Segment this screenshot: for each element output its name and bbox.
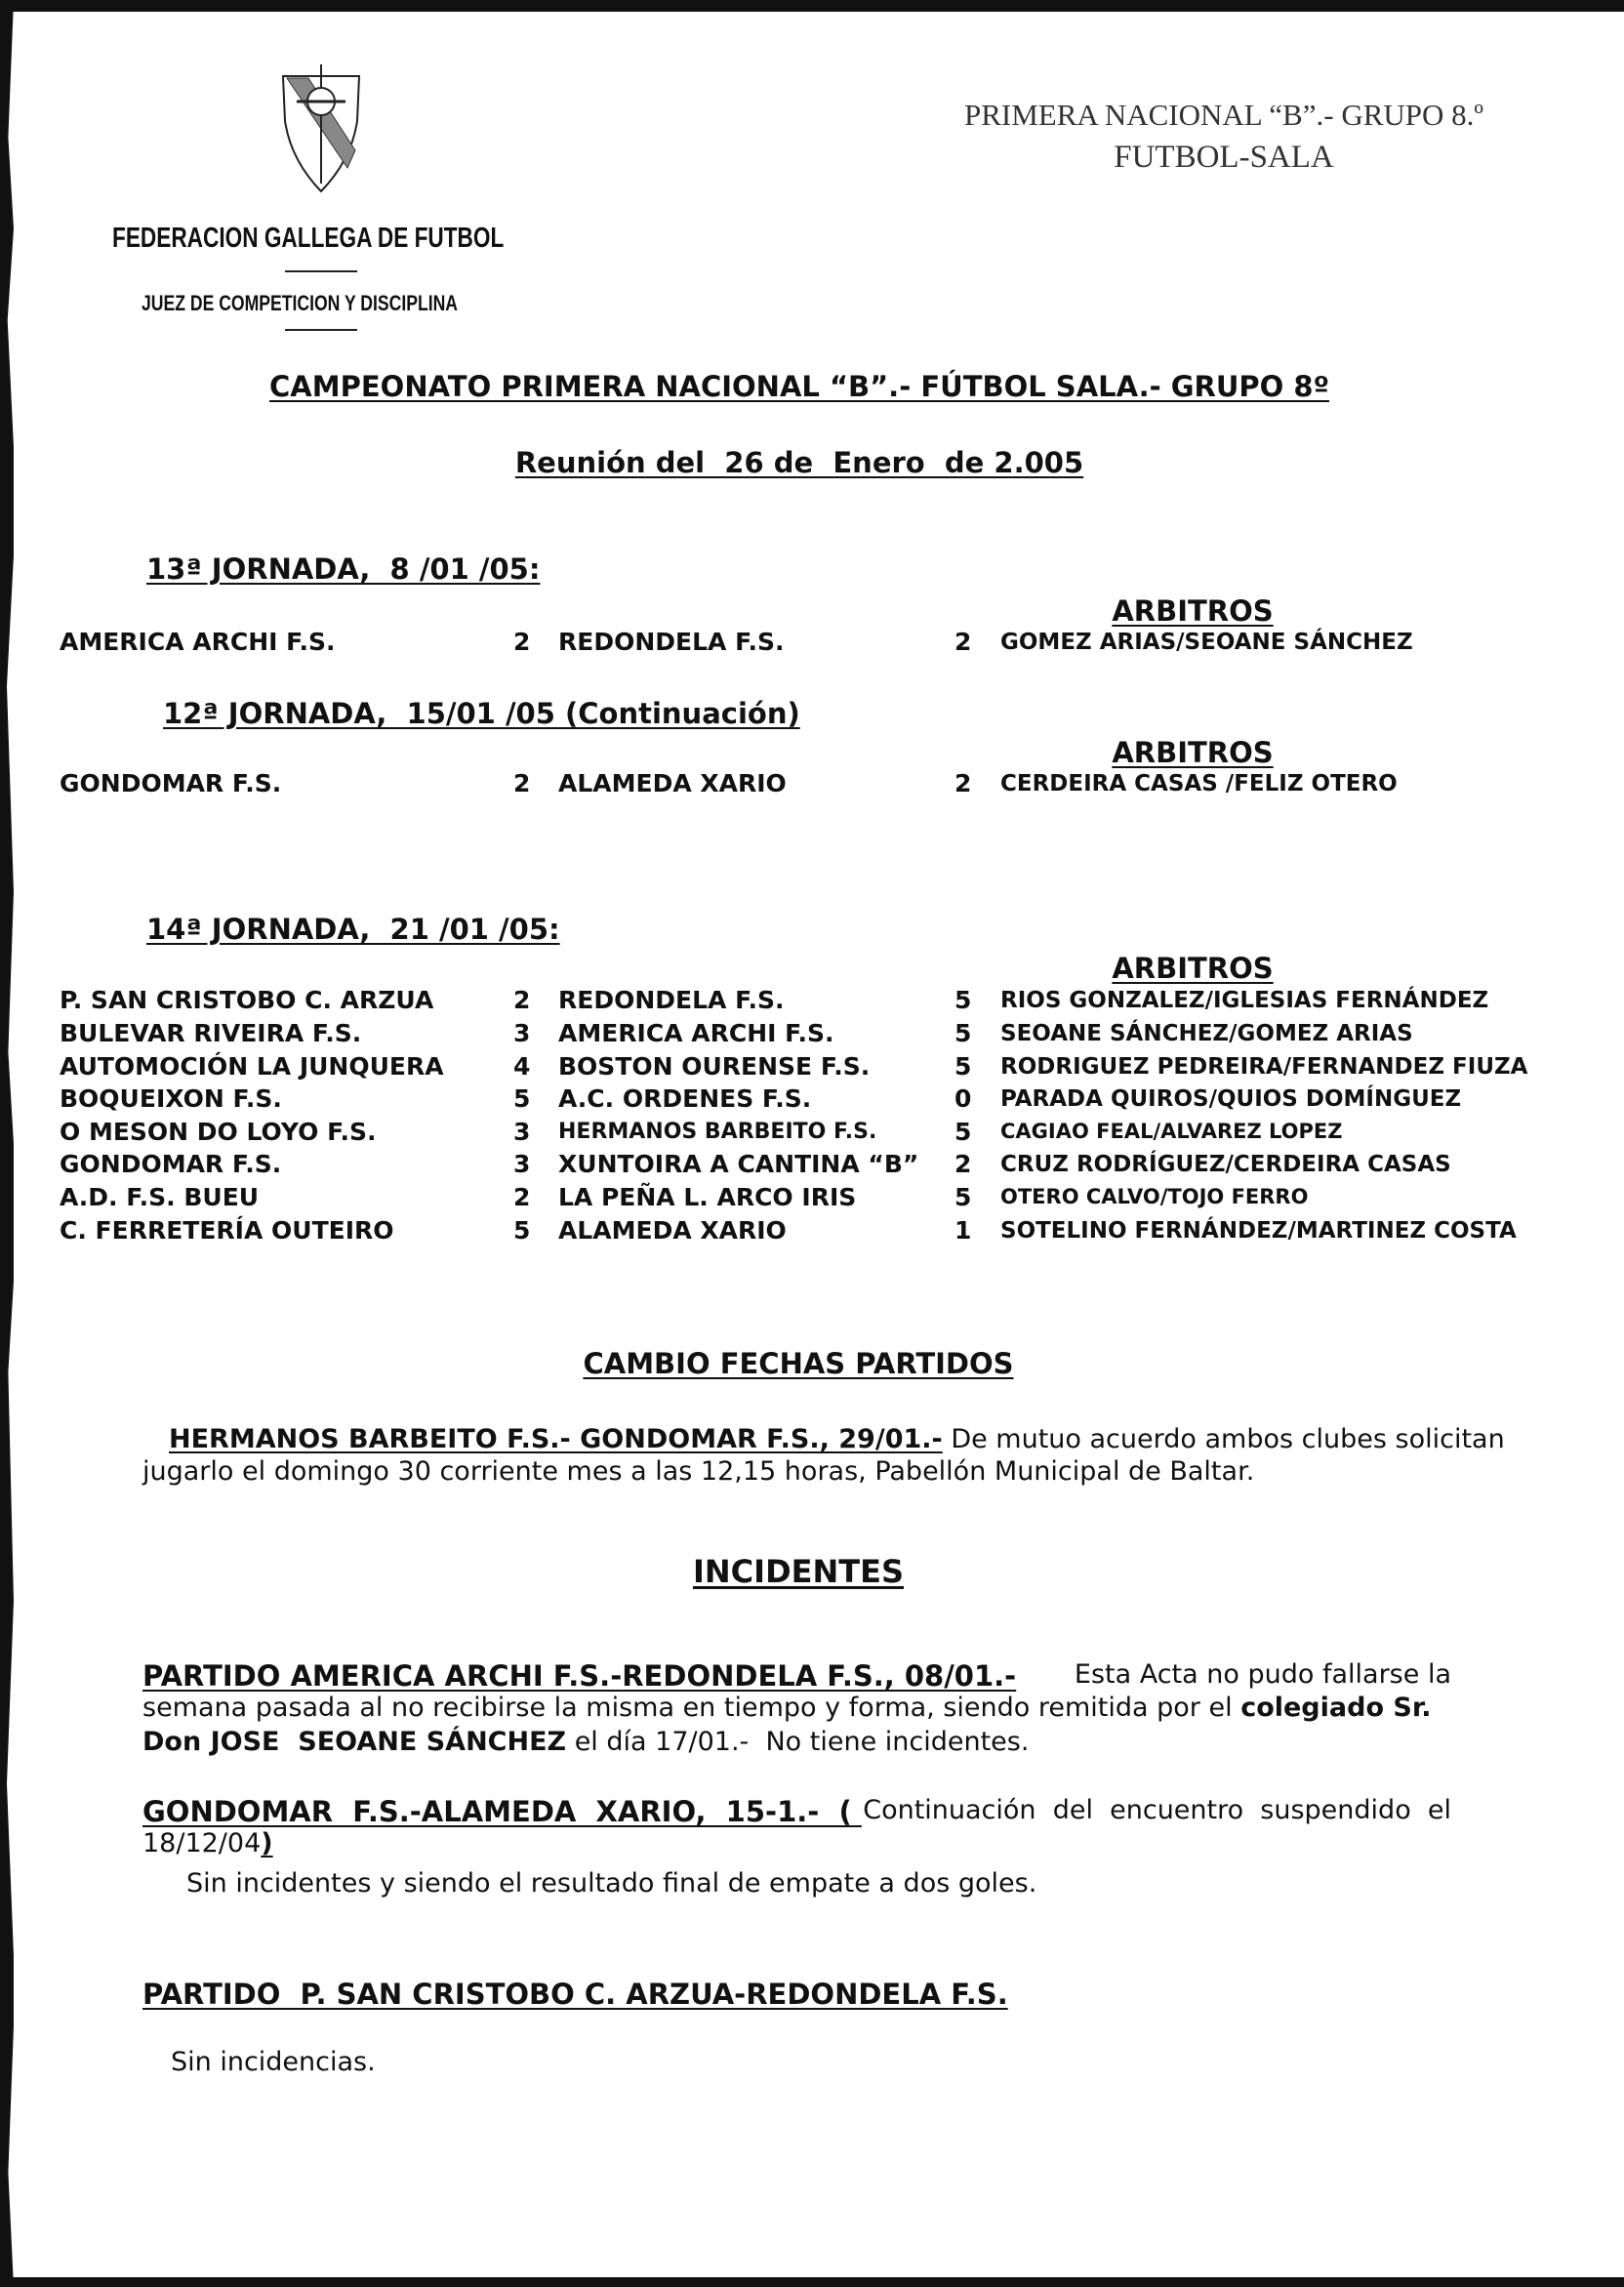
home-score: 4: [513, 1052, 531, 1081]
scan-border-left: [0, 0, 14, 2287]
home-team: P. SAN CRISTOBO C. ARZUA: [60, 986, 434, 1014]
incident-1-bold: colegiado Sr.: [1240, 1693, 1432, 1723]
away-team: BOSTON OURENSE F.S.: [558, 1052, 871, 1081]
incident-1-text: Esta Acta no pudo fallarse la: [1066, 1659, 1451, 1690]
away-score: 5: [954, 1183, 972, 1211]
cambio-line2: jugarlo el domingo 30 corriente mes a las 12,15 horas, Pabellón Municipal de Baltar.: [142, 1456, 1255, 1487]
away-score: 2: [954, 628, 972, 656]
home-score: 2: [513, 1183, 531, 1211]
cambio-heading: CAMBIO FECHAS PARTIDOS: [583, 1347, 1014, 1380]
paren: ): [261, 1828, 273, 1858]
home-score: 2: [513, 986, 531, 1014]
jornada-title: 12ª JORNADA, 15/01 /05 (Continuación): [163, 697, 800, 730]
away-team: XUNTOIRA A CANTINA “B”: [558, 1150, 919, 1178]
department-name: JUEZ DE COMPETICION Y DISCIPLINA: [142, 291, 459, 315]
away-score: 2: [954, 1150, 972, 1178]
incident-2-line1: [142, 1795, 1451, 1828]
competition-header: PRIMERA NACIONAL “B”.- GRUPO 8.º: [963, 98, 1484, 132]
away-score: 2: [954, 769, 972, 797]
referees-heading: ARBITROS: [1112, 736, 1274, 769]
meeting-date: Reunión del 26 de Enero de 2.005: [514, 446, 1084, 479]
referees: PARADA QUIROS/QUIOS DOMÍNGUEZ: [1000, 1086, 1462, 1112]
home-team: BULEVAR RIVEIRA F.S.: [60, 1019, 362, 1047]
referees: RIOS GONZALEZ/IGLESIAS FERNÁNDEZ: [1000, 988, 1489, 1013]
cambio-match: HERMANOS BARBEITO F.S.- GONDOMAR F.S., 29/01.-: [169, 1424, 943, 1454]
home-score: 3: [513, 1150, 531, 1178]
federation-crest-logo: [279, 62, 363, 193]
incident-1-text: semana pasada al no recibirse la misma en tiempo y forma, siendo remitida por el: [142, 1693, 1241, 1723]
referees: SEOANE SÁNCHEZ/GOMEZ ARIAS: [1000, 1021, 1413, 1046]
away-team: LA PEÑA L. ARCO IRIS: [558, 1183, 857, 1211]
referees: GOMEZ ARIAS/SEOANE SÁNCHEZ: [1000, 630, 1413, 655]
federation-name: FEDERACION GALLEGA DE FUTBOL: [112, 223, 505, 254]
home-team: O MESON DO LOYO F.S.: [60, 1118, 377, 1146]
incident-1-text: el día 17/01.- No tiene incidentes.: [566, 1727, 1030, 1757]
incident-2-text: Continuación del encuentro suspendido el: [863, 1795, 1451, 1825]
referees: RODRIGUEZ PEDREIRA/FERNANDEZ FIUZA: [1000, 1054, 1528, 1080]
away-team: HERMANOS BARBEITO F.S.: [558, 1120, 877, 1144]
home-score: 5: [513, 1216, 531, 1245]
referees-heading: ARBITROS: [1112, 594, 1274, 628]
away-team: ALAMEDA XARIO: [558, 769, 787, 797]
away-team: REDONDELA F.S.: [558, 986, 785, 1014]
scan-border-top: [0, 0, 1624, 12]
away-score: 5: [954, 1019, 972, 1047]
jornada-title: 13ª JORNADA, 8 /01 /05:: [146, 552, 541, 586]
incidentes-heading: INCIDENTES: [692, 1553, 905, 1590]
incident-2-line2: [142, 1828, 273, 1858]
referees: CAGIAO FEAL/ALVAREZ LOPEZ: [1000, 1120, 1343, 1143]
away-score: 1: [954, 1216, 972, 1245]
away-score: 5: [954, 1118, 972, 1146]
home-team: C. FERRETERÍA OUTEIRO: [60, 1216, 394, 1245]
home-team: GONDOMAR F.S.: [60, 769, 282, 797]
referee-name: Don JOSE SEOANE SÁNCHEZ: [142, 1727, 567, 1757]
divider: [285, 270, 357, 272]
away-team: REDONDELA F.S.: [558, 628, 785, 656]
home-score: 5: [513, 1084, 531, 1113]
away-score: 5: [954, 986, 972, 1014]
home-score: 2: [513, 628, 531, 656]
cambio-text: De mutuo acuerdo ambos clubes solicitan: [942, 1424, 1505, 1454]
jornada-title: 14ª JORNADA, 21 /01 /05:: [146, 913, 560, 946]
incident-1-line2: [142, 1693, 1432, 1723]
incident-3-title: PARTIDO P. SAN CRISTOBO C. ARZUA-REDONDELA F.S.: [142, 1978, 1008, 2011]
home-team: GONDOMAR F.S.: [60, 1150, 282, 1178]
home-team: AMERICA ARCHI F.S.: [60, 628, 336, 656]
referees: CERDEIRA CASAS /FELIZ OTERO: [1000, 771, 1398, 796]
incident-2-date: 18/12/04: [142, 1828, 262, 1858]
away-score: 0: [954, 1084, 972, 1113]
home-team: AUTOMOCIÓN LA JUNQUERA: [60, 1052, 444, 1081]
away-score: 5: [954, 1052, 972, 1081]
referees: SOTELINO FERNÁNDEZ/MARTINEZ COSTA: [1000, 1218, 1517, 1244]
incident-1-title: PARTIDO AMERICA ARCHI F.S.-REDONDELA F.S., 08/01.-: [142, 1659, 1017, 1693]
divider: [285, 329, 357, 331]
scan-border-bottom: [0, 2277, 1624, 2287]
referees-heading: ARBITROS: [1112, 952, 1274, 985]
home-score: 3: [513, 1019, 531, 1047]
home-score: 3: [513, 1118, 531, 1146]
cambio-line1: [169, 1424, 1505, 1454]
away-team: AMERICA ARCHI F.S.: [558, 1019, 834, 1047]
document-title: CAMPEONATO PRIMERA NACIONAL “B”.- FÚTBOL SALA.- GRUPO 8º: [269, 370, 1329, 403]
incident-1-line3: [142, 1727, 1029, 1757]
home-team: BOQUEIXON F.S.: [60, 1084, 282, 1113]
home-team: A.D. F.S. BUEU: [60, 1183, 260, 1211]
incident-2-line3: Sin incidentes y siendo el resultado final de empate a dos goles.: [186, 1868, 1037, 1899]
referees: OTERO CALVO/TOJO FERRO: [1000, 1185, 1309, 1208]
incident-3-text: Sin incidencias.: [171, 2047, 376, 2077]
away-team: A.C. ORDENES F.S.: [558, 1084, 812, 1113]
competition-subheader: FUTBOL-SALA: [1114, 140, 1334, 175]
incident-1-line1: [142, 1659, 1451, 1693]
away-team: ALAMEDA XARIO: [558, 1216, 787, 1245]
incident-2-title: GONDOMAR F.S.-ALAMEDA XARIO, 15-1.- (: [142, 1795, 862, 1828]
home-score: 2: [513, 769, 531, 797]
referees: CRUZ RODRÍGUEZ/CERDEIRA CASAS: [1000, 1152, 1451, 1177]
